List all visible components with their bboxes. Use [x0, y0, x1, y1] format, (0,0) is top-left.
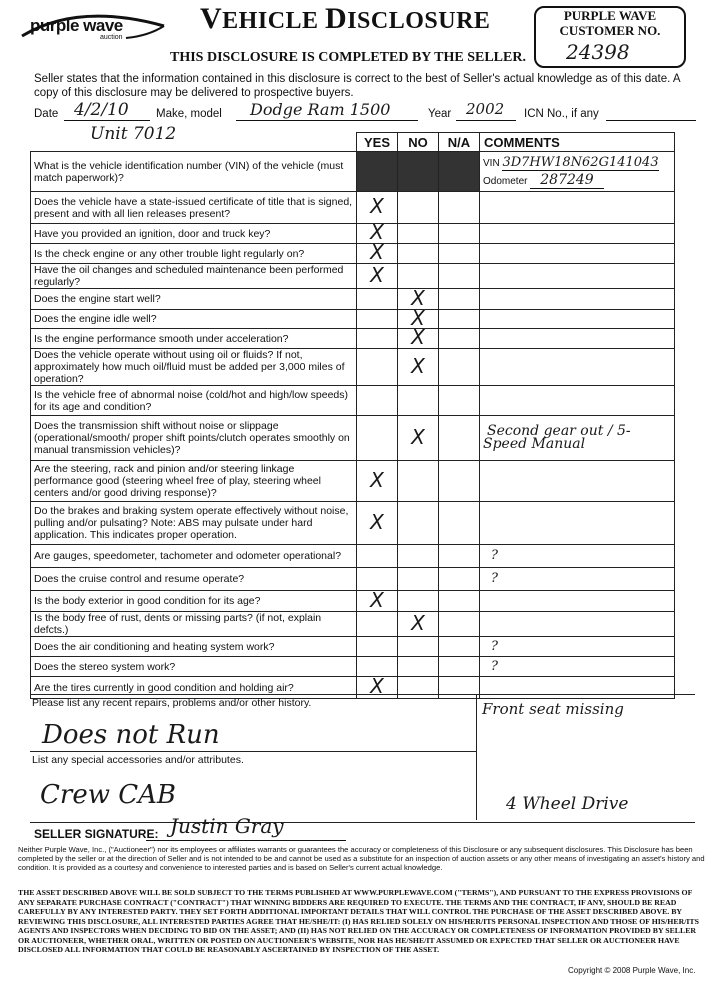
- make-value: Dodge Ram 1500: [250, 100, 391, 119]
- comment-cell[interactable]: [480, 461, 675, 502]
- yes-mark: X: [370, 194, 384, 218]
- na-cell[interactable]: [439, 637, 480, 657]
- comment-text: [483, 593, 491, 608]
- no-cell[interactable]: [398, 591, 439, 612]
- question-cell: What is the vehicle identification number (VIN) of the vehicle (must match paperwork)?: [31, 152, 357, 192]
- year-label: Year: [428, 108, 452, 120]
- table-row: [31, 244, 675, 264]
- repairs-label: Please list any recent repairs, problems and/or other history.: [32, 697, 312, 709]
- no-mark: X: [411, 610, 425, 635]
- customer-box-line1: PURPLE WAVE: [563, 8, 657, 23]
- comment-cell[interactable]: [480, 386, 675, 416]
- na-cell[interactable]: [439, 568, 480, 591]
- page-subtitle: THIS DISCLOSURE IS COMPLETED BY THE SELLER.: [170, 50, 526, 65]
- yes-cell[interactable]: [357, 587, 398, 612]
- no-cell[interactable]: [398, 637, 439, 657]
- no-cell[interactable]: [398, 416, 439, 461]
- year-value: 2002: [466, 100, 505, 118]
- question-cell: Does the cruise control and resume operate?: [31, 568, 357, 591]
- customer-box-line2: CUSTOMER NO.: [559, 23, 661, 38]
- table-header-row: [31, 133, 675, 152]
- no-mark: X: [411, 305, 425, 330]
- comment-text: ?: [491, 658, 498, 674]
- yes-cell[interactable]: [357, 289, 398, 310]
- comment-cell[interactable]: [480, 310, 675, 329]
- comment-cell[interactable]: [480, 677, 675, 699]
- comment-text: [483, 200, 491, 215]
- comment-cell[interactable]: [480, 416, 675, 461]
- yes-cell[interactable]: [357, 329, 398, 349]
- comment-text: [483, 268, 491, 283]
- na-cell[interactable]: [439, 461, 480, 502]
- comment-text: [483, 473, 491, 488]
- comment-cell[interactable]: [480, 612, 675, 637]
- comment-cell[interactable]: [480, 657, 675, 677]
- na-cell[interactable]: [439, 657, 480, 677]
- no-mark: X: [411, 353, 425, 378]
- yes-cell[interactable]: [357, 240, 398, 264]
- question-cell: Does the stereo system work?: [31, 657, 357, 677]
- comment-cell[interactable]: [480, 637, 675, 657]
- accessories-divider: [30, 751, 476, 752]
- table-row: [31, 152, 675, 192]
- logo-text: purple wave: [30, 16, 123, 35]
- na-cell[interactable]: [439, 264, 480, 289]
- na-cell[interactable]: [439, 502, 480, 545]
- no-mark: X: [411, 325, 425, 349]
- question-cell: Have the oil changes and scheduled maintenance been performed regularly?: [31, 264, 357, 289]
- comment-cell[interactable]: [480, 545, 675, 568]
- yes-cell[interactable]: [357, 152, 398, 192]
- table-row: [31, 264, 675, 289]
- table-row: [31, 349, 675, 386]
- question-cell: Are the tires currently in good condition and holding air?: [31, 677, 357, 699]
- comment-cell[interactable]: [480, 192, 675, 224]
- vin-value: 3D7HW18N62G141043: [502, 154, 659, 170]
- comment-cell[interactable]: [480, 502, 675, 545]
- na-cell[interactable]: [439, 545, 480, 568]
- question-cell: Are gauges, speedometer, tachometer and odometer operational?: [31, 545, 357, 568]
- table-row: [31, 568, 675, 591]
- terms-text: THE ASSET DESCRIBED ABOVE WILL BE SOLD SUBJECT TO THE TERMS PUBLISHED AT WWW.PURPLEWAVE.COM ("TERMS"), AND PURSUANT TO THE EXPRESS PROVISIONS OF ANY SEPARATE PURCHASE CONTRACT ("CONTRACT") THAT WINNING BIDDERS ARE REQUIRED TO EXECUTE. THE TERMS AND THE CONTRACT, IF ANY, SHOULD BE READ CAREFULLY BY ANY INTERESTED PARTY. THEY SET FORTH ADDITIONAL IMPORTANT DETAILS THAT WILL CONTROL THE PURCHASE OF THE ASSET DESCRIBED ABOVE. BY REVIEWING THIS DISCLOSURE, ALL INTERESTED PARTIES AGREE THAT HE/SHE/IT: (I) HAS RELIED SOLELY ON HIS/HER/ITS PERSONAL INSPECTION AND THOSE OF HIS/HER/ITS AGENTS AND INSPECTORS WHEN DECIDING TO BID ON THE ASSET; AND (II) HAS NOT RELIED ON THE ACCURACY OR COMPLETENESS OF INFORMATION PROVIDED BY SELLER OR AUCTIONEER, WHETHER ORAL, WRITTEN OR POSTED ON AUCTIONEER'S WEBSITE, NOR HAS HE/SHE/IT ASSUMED OR EXPECTED THAT SELLER OR AUCTIONEER HAVE DISCLOSED ALL INFORMATION THAT COULD BE REASONABLY ASCERTAINED BY INSPECTION OF THE ASSET.: [18, 888, 699, 954]
- question-cell: Does the vehicle have a state-issued certificate of title that is signed, present and with all lien releases present?: [31, 192, 357, 224]
- question-cell: Are the steering, rack and pinion and/or steering linkage performance good (steering wheel free of play, steering wheel centers and/or good driving response)?: [31, 461, 357, 502]
- table-row: [31, 289, 675, 310]
- comment-text: [483, 359, 491, 374]
- na-cell[interactable]: [439, 310, 480, 329]
- no-cell[interactable]: [398, 461, 439, 502]
- na-cell[interactable]: [439, 386, 480, 416]
- comment-cell[interactable]: [480, 568, 675, 591]
- yes-cell[interactable]: [357, 264, 398, 289]
- question-cell: Is the body free of rust, dents or missing parts? (if not, explain defcts.): [31, 612, 357, 637]
- table-row: [31, 224, 675, 244]
- na-cell[interactable]: [439, 192, 480, 224]
- intro-statement: Seller states that the information contained in this disclosure is correct to the best of Seller's actual knowledge as of this date. A copy of this disclosure may be delivered to prospective buyers.: [34, 73, 680, 99]
- table-row: [31, 657, 675, 677]
- no-cell[interactable]: [398, 545, 439, 568]
- comment-text: [483, 226, 491, 241]
- comment-text: ?: [491, 548, 498, 563]
- signature-label: SELLER SIGNATURE:: [34, 827, 159, 841]
- table-row: [31, 591, 675, 612]
- no-cell[interactable]: [398, 224, 439, 244]
- comment-cell[interactable]: [480, 264, 675, 289]
- comment-text: [483, 515, 491, 530]
- table-row: [31, 612, 675, 637]
- yes-mark: X: [370, 509, 384, 534]
- comment-cell[interactable]: [480, 289, 675, 310]
- signature-divider: [30, 822, 695, 823]
- question-cell: Does the transmission shift without noise or slippage (operational/smooth/ proper shift points/clutch operates smoothly on manual transmission vehicles)?: [31, 416, 357, 461]
- question-cell: Is the body exterior in good condition for its age?: [31, 591, 357, 612]
- make-label: Make, model: [156, 108, 222, 120]
- question-cell: Does the engine idle well?: [31, 310, 357, 329]
- yes-mark: X: [370, 467, 384, 492]
- comment-text: [483, 331, 491, 346]
- table-row: [31, 416, 675, 461]
- accessories-value: Crew CAB: [40, 780, 177, 810]
- comments-header: COMMENTS: [480, 133, 675, 152]
- copyright-text: Copyright © 2008 Purple Wave, Inc.: [568, 966, 696, 975]
- yes-cell[interactable]: [357, 386, 398, 416]
- no-mark: X: [411, 285, 425, 310]
- comment-text: [483, 680, 491, 695]
- comment-text: [483, 393, 491, 408]
- no-cell[interactable]: [398, 677, 439, 699]
- comment-cell[interactable]: [480, 591, 675, 612]
- comment-cell[interactable]: [480, 152, 675, 192]
- comment-cell[interactable]: [480, 244, 675, 264]
- na-cell[interactable]: [439, 152, 480, 192]
- comment-cell[interactable]: [480, 224, 675, 244]
- no-header: NO: [398, 133, 439, 152]
- no-cell[interactable]: [398, 244, 439, 264]
- repairs-divider: [30, 694, 695, 695]
- disclaimer-text: Neither Purple Wave, Inc., ("Auctioneer") nor its employees or affiliates warrants or guarantees the accuracy or completeness of this Disclosure or any subsequent disclosures. This Disclosure has been completed by the seller or at the direction of Seller and is not intended to be and cannot be used as a substitute for an inspection of auction assets or any other means of investigating an asset's history and condition. It is provided as a courtesy and convenience to interested parties and is based on Seller's current actual knowledge.: [18, 845, 705, 872]
- yes-cell[interactable]: [357, 674, 398, 699]
- logo-subtext: auction: [100, 34, 123, 41]
- na-cell[interactable]: [439, 289, 480, 310]
- na-cell[interactable]: [439, 329, 480, 349]
- no-cell[interactable]: [398, 568, 439, 591]
- yes-cell[interactable]: [357, 192, 398, 224]
- table-row: [31, 502, 675, 545]
- date-label: Date: [34, 108, 59, 120]
- question-cell: Is the vehicle free of abnormal noise (cold/hot and high/low speeds) for its age and condition?: [31, 386, 357, 416]
- question-cell: Have you provided an ignition, door and truck key?: [31, 224, 357, 244]
- yes-cell[interactable]: [357, 461, 398, 502]
- comments-column-line: [476, 694, 477, 820]
- odometer-value: 287249: [530, 172, 603, 189]
- comment-text: ?: [491, 638, 498, 654]
- accessories-label: List any special accessories and/or attributes.: [32, 754, 244, 766]
- question-cell: Does the air conditioning and heating system work?: [31, 637, 357, 657]
- comment-text: [483, 311, 491, 326]
- repairs-comment: Front seat missing: [482, 700, 624, 718]
- no-cell[interactable]: [398, 192, 439, 224]
- no-mark: X: [411, 424, 425, 449]
- no-cell[interactable]: [398, 152, 439, 192]
- unit-note: Unit 7012: [90, 124, 177, 144]
- yes-header: YES: [357, 133, 398, 152]
- na-cell[interactable]: [439, 244, 480, 264]
- customer-number-value: 24398: [566, 40, 630, 64]
- comment-text: ?: [491, 571, 498, 586]
- yes-mark: X: [370, 587, 384, 612]
- comment-cell[interactable]: [480, 329, 675, 349]
- odometer-label: Odometer: [483, 175, 528, 187]
- comment-text: [483, 246, 491, 261]
- table-row: [31, 677, 675, 699]
- icn-line: [606, 104, 696, 121]
- no-cell[interactable]: [398, 612, 439, 637]
- table-row: [31, 461, 675, 502]
- na-cell[interactable]: [439, 349, 480, 386]
- yes-cell[interactable]: [357, 349, 398, 386]
- na-cell[interactable]: [439, 677, 480, 699]
- yes-cell[interactable]: [357, 637, 398, 657]
- yes-cell[interactable]: [357, 502, 398, 545]
- no-cell[interactable]: [398, 657, 439, 677]
- table-row: [31, 329, 675, 349]
- na-cell[interactable]: [439, 591, 480, 612]
- table-row: [31, 386, 675, 416]
- no-cell[interactable]: [398, 386, 439, 416]
- comment-text: [483, 616, 491, 631]
- question-cell: Is the check engine or any other trouble light regularly on?: [31, 244, 357, 264]
- yes-cell[interactable]: [357, 310, 398, 329]
- no-cell[interactable]: [398, 502, 439, 545]
- comment-cell[interactable]: [480, 349, 675, 386]
- comment-text: Second gear out / 5-Speed Manual: [483, 423, 631, 452]
- na-header: N/A: [439, 133, 480, 152]
- question-cell: Does the vehicle operate without using oil or fluids? If not, approximately how much oil/fluid must be added per 3,000 miles of operation?: [31, 349, 357, 386]
- yes-mark: X: [370, 220, 384, 244]
- comment-text: [483, 291, 491, 306]
- accessories-comment: 4 Wheel Drive: [506, 794, 629, 814]
- table-row: [31, 192, 675, 224]
- yes-cell[interactable]: [357, 545, 398, 568]
- na-cell[interactable]: [439, 224, 480, 244]
- page-title: VEHICLE DISCLOSURE: [200, 2, 491, 35]
- date-value: 4/2/10: [74, 100, 129, 120]
- signature-value: Justin Gray: [170, 814, 284, 838]
- no-cell[interactable]: [398, 325, 439, 349]
- icn-label: ICN No., if any: [524, 108, 599, 120]
- na-cell[interactable]: [439, 416, 480, 461]
- yes-mark: X: [370, 262, 384, 287]
- vin-label: VIN: [483, 157, 500, 169]
- no-cell[interactable]: [398, 349, 439, 386]
- repairs-value: Does not Run: [42, 720, 220, 750]
- question-cell: Does the engine start well?: [31, 289, 357, 310]
- yes-mark: X: [370, 240, 384, 264]
- yes-cell[interactable]: [357, 416, 398, 461]
- table-row: [31, 310, 675, 329]
- question-cell: Is the engine performance smooth under acceleration?: [31, 329, 357, 349]
- yes-cell[interactable]: [357, 612, 398, 637]
- na-cell[interactable]: [439, 612, 480, 637]
- disclosure-table: [30, 132, 675, 699]
- question-cell: Do the brakes and braking system operate effectively without noise, pulling and/or pulsating? Note: ABS may pulsate under hard application. This indicates proper operation.: [31, 502, 357, 545]
- table-row: [31, 545, 675, 568]
- no-cell[interactable]: [398, 264, 439, 289]
- yes-mark: X: [370, 674, 384, 698]
- table-row: [31, 637, 675, 657]
